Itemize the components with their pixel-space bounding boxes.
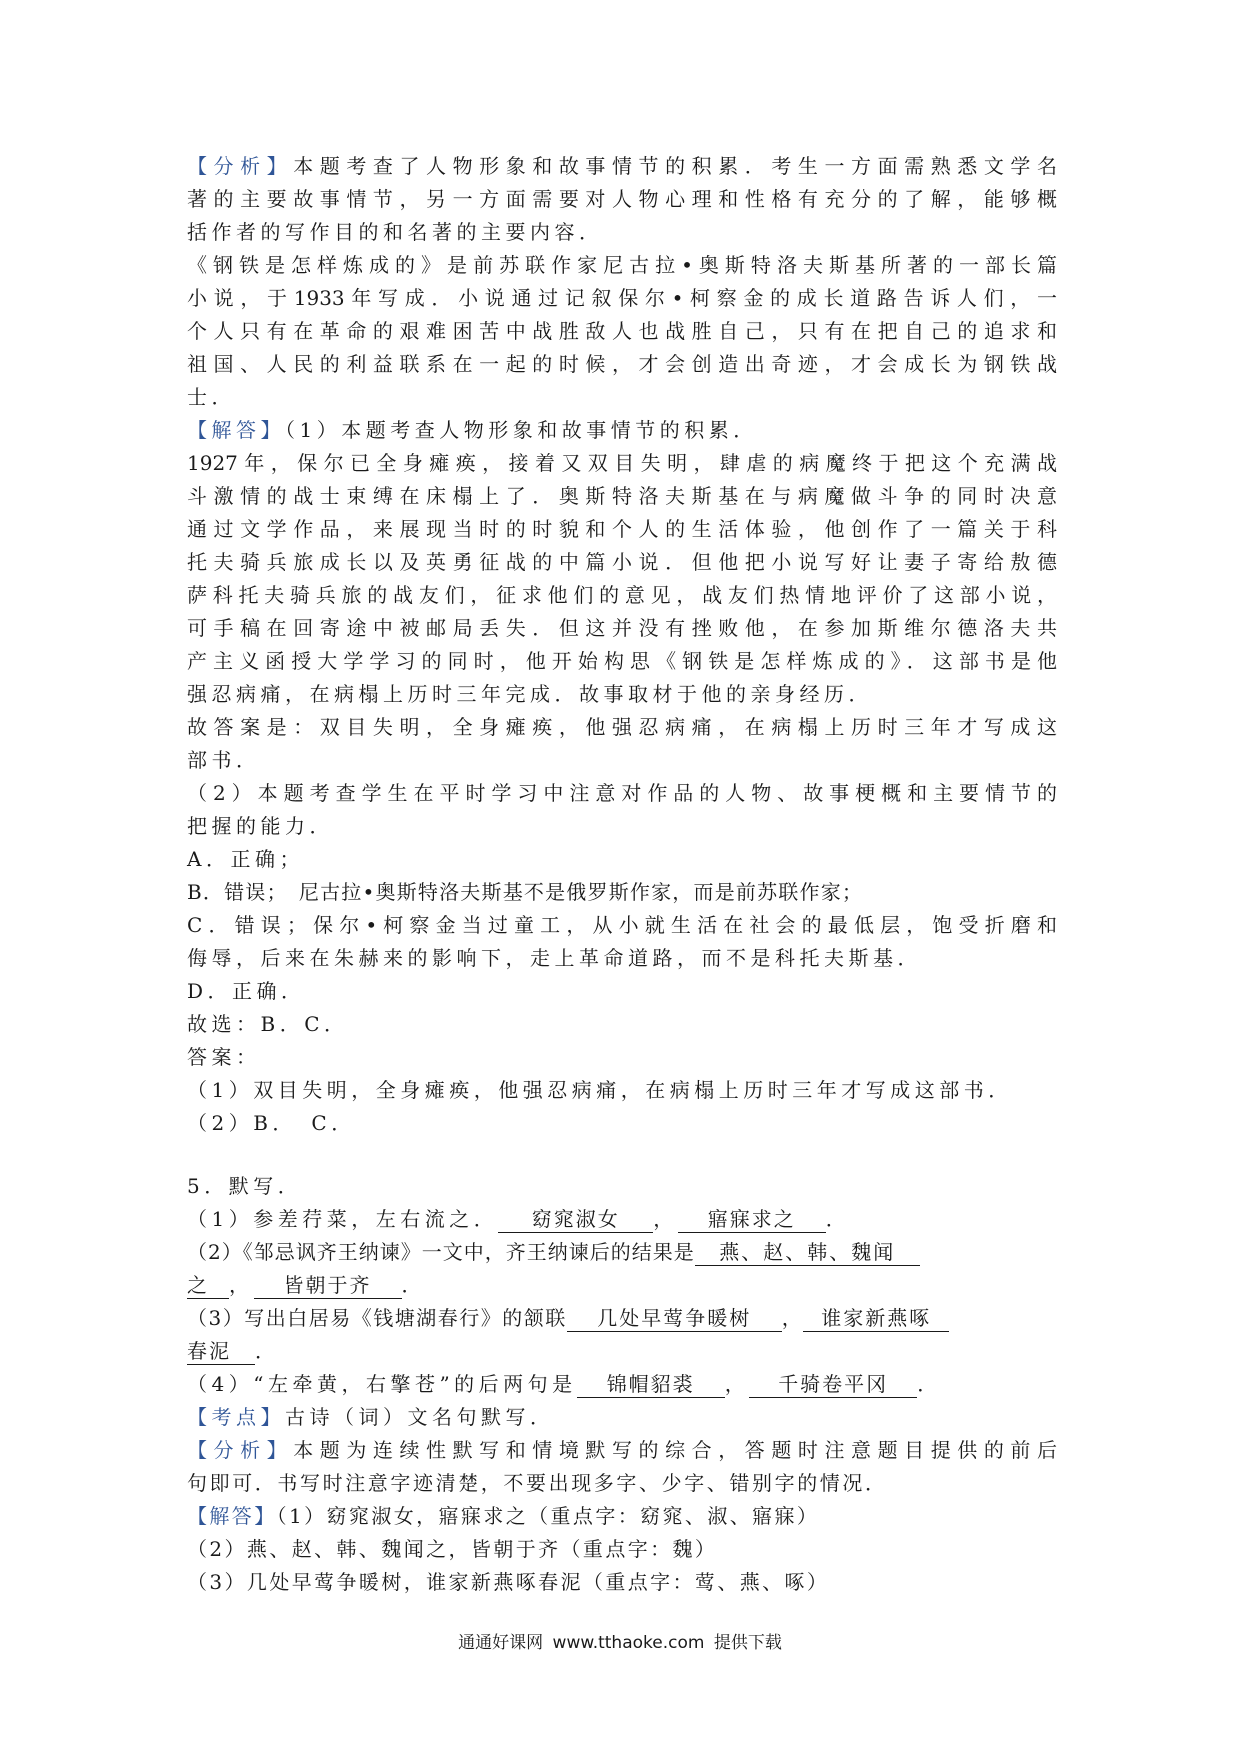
q5-item-2-blank-1a: 燕、赵、韩、魏闻 <box>695 1239 920 1266</box>
q5-item-1-end: ． <box>825 1207 851 1231</box>
analysis-line-7: 祖国、人民的利益联系在一起的时候，才会创造出奇迹，才会成长为钢铁战 <box>187 352 1057 376</box>
q5-keypoint-line <box>187 1401 1057 1434</box>
analysis-line-1 <box>187 150 1057 183</box>
q5-solution-line-2: （2）燕、赵、韩、魏闻之，皆朝于齐（重点字：魏） <box>187 1537 718 1561</box>
q5-item-1-blank-1: 窈窕淑女 <box>498 1206 653 1233</box>
q5-item-4-end: ． <box>917 1372 942 1396</box>
q5-item-1-blank-2: 寤寐求之 <box>678 1206 826 1233</box>
answer-line-2: 1927年，保尔已全身瘫痪，接着又双目失明，肆虐的病魔终于把这个充满战 <box>187 451 1057 475</box>
q5-item-3-end: ． <box>255 1339 280 1363</box>
q5-solution-text: （1）窈窕淑女，寤寐求之（重点字：窈窕、淑、寤寐） <box>276 1504 820 1528</box>
q5-item-2-line-1 <box>187 1236 1057 1269</box>
q5-keypoint-tag: 【考点】 <box>187 1405 285 1429</box>
answer-line-12: （2）本题考查学生在平时学习中注意对作品的人物、故事梗概和主要情节的 <box>187 781 1057 805</box>
footer-suffix: 提供下载 <box>713 1633 782 1653</box>
q5-item-4 <box>187 1368 1057 1401</box>
q5-item-4-blank-1: 锦帽貂裘 <box>577 1371 725 1398</box>
q5-item-2-line-2 <box>187 1269 1057 1302</box>
answer-tag: 【解答】 <box>187 418 285 442</box>
answer-line-3: 斗激情的战士束缚在床榻上了．奥斯特洛夫斯基在与病魔做斗争的同时决意 <box>187 484 1057 508</box>
q5-item-3-blank-1: 几处早莺争暖树 <box>567 1305 782 1332</box>
page-footer <box>0 1628 1240 1653</box>
answer-line-10: 故答案是：双目失明，全身瘫痪，他强忍病痛，在病榻上历时三年才写成这 <box>187 715 1057 739</box>
q5-item-3-blank-2b: 春泥 <box>187 1338 255 1365</box>
q5-item-2-blank-1b: 之 <box>187 1272 229 1299</box>
q5-keypoint-text: 古诗（词）文名句默写． <box>285 1405 555 1429</box>
q5-item-1 <box>187 1203 1057 1236</box>
answer-text: （1）本题考查人物形象和故事情节的积累． <box>285 418 758 442</box>
q5-item-3-line-2 <box>187 1335 1057 1368</box>
q5-item-2-sep: ， <box>229 1273 254 1297</box>
q5-item-4-sep: ， <box>724 1372 750 1396</box>
answer-label: 答案： <box>187 1045 261 1069</box>
footer-url-link[interactable]: www.tthaoke.com <box>552 1633 705 1653</box>
analysis-line-5: 小说，于1933年写成．小说通过记叙保尔•柯察金的成长道路告诉人们，一 <box>187 286 1057 310</box>
answer-2: （2）B． C． <box>187 1111 356 1135</box>
analysis-text: 本题考查了人物形象和故事情节的积累．考生一方面需熟悉文学名 <box>293 154 1057 178</box>
answer-line-6: 萨科托夫骑兵旅的战友们，征求他们的意见，战友们热情地评价了这部小说， <box>187 583 1057 607</box>
q5-item-3-line-1 <box>187 1302 1057 1335</box>
answer-line-7: 可手稿在回寄途中被邮局丢失．但这并没有挫败他，在参加斯维尔德洛夫共 <box>187 616 1057 640</box>
analysis-tag: 【分析】 <box>187 154 294 178</box>
analysis-line-6: 个人只有在革命的艰难困苦中战胜敌人也战胜自己，只有在把自己的追求和 <box>187 319 1057 343</box>
q5-item-1-prompt: （1）参差荇菜，左右流之． <box>187 1207 499 1231</box>
q5-analysis-line-1 <box>187 1434 1057 1467</box>
option-c-line-1: C．错误；保尔•柯察金当过童工，从小就生活在社会的最低层，饱受折磨和 <box>187 913 1057 937</box>
q5-item-2-prompt: （2）《邹忌讽齐王纳谏》一文中，齐王纳谏后的结果是 <box>187 1240 695 1264</box>
q5-item-4-blank-2: 千骑卷平冈 <box>749 1371 917 1398</box>
answer-line-11: 部书． <box>187 748 261 772</box>
q5-item-2-end: ． <box>401 1273 426 1297</box>
q5-item-1-sep: ， <box>653 1207 678 1231</box>
footer-site-name: 通通好课网 <box>458 1633 544 1653</box>
q5-item-3-blank-2a: 谁家新燕啄 <box>803 1305 949 1332</box>
q5-analysis-tag: 【分析】 <box>187 1438 294 1462</box>
option-a: A．正确； <box>187 847 304 871</box>
answer-line-5: 托夫骑兵旅成长以及英勇征战的中篇小说．但他把小说写好让妻子寄给敖德 <box>187 550 1057 574</box>
analysis-line-8: 士． <box>187 385 236 409</box>
analysis-line-2: 著的主要故事情节，另一方面需要对人物心理和性格有充分的了解，能够概 <box>187 187 1057 211</box>
answer-1: （1）双目失明，全身瘫痪，他强忍病痛，在病榻上历时三年才写成这部书． <box>187 1078 1013 1102</box>
q5-analysis-line-2: 句即可．书写时注意字迹清楚，不要出现多字、少字、错别字的情况． <box>187 1471 888 1495</box>
option-d: D．正确． <box>187 979 306 1003</box>
analysis-line-3: 括作者的写作目的和名著的主要内容． <box>187 220 604 244</box>
question-5-title: 5．默写． <box>187 1174 303 1198</box>
q5-solution-line-3: （3）几处早莺争暖树，谁家新燕啄春泥（重点字：莺、燕、啄） <box>187 1570 830 1594</box>
q5-item-2-blank-2: 皆朝于齐 <box>254 1272 402 1299</box>
analysis-line-4: 《钢铁是怎样炼成的》是前苏联作家尼古拉•奥斯特洛夫斯基所著的一部长篇 <box>187 253 1057 277</box>
answer-line-1 <box>187 414 1057 447</box>
q5-item-3-sep: ， <box>781 1306 804 1330</box>
answer-line-4: 通过文学作品，来展现当时的时貌和个人的生活体验，他创作了一篇关于科 <box>187 517 1057 541</box>
answer-line-8: 产主义函授大学学习的同时，他开始构思《钢铁是怎样炼成的》．这部书是他 <box>187 649 1057 673</box>
q5-analysis-text: 本题为连续性默写和情境默写的综合，答题时注意题目提供的前后 <box>293 1438 1057 1462</box>
option-b: B．错误； 尼古拉•奥斯特洛夫斯基不是俄罗斯作家，而是前苏联作家； <box>187 880 864 904</box>
choice-line: 故选：B．C． <box>187 1012 349 1036</box>
option-c-line-2: 侮辱，后来在朱赫来的影响下，走上革命道路，而不是科托夫斯基． <box>187 946 922 970</box>
q5-item-3-prompt: （3）写出白居易《钱塘湖春行》的颔联 <box>187 1306 567 1330</box>
q5-solution-tag: 【解答】 <box>187 1504 277 1528</box>
answer-line-13: 把握的能力． <box>187 814 334 838</box>
q5-item-4-prompt: （4）“左牵黄，右擎苍”的后两句是 <box>187 1372 577 1396</box>
q5-solution-line-1 <box>187 1500 1057 1533</box>
answer-line-9: 强忍病痛，在病榻上历时三年完成．故事取材于他的亲身经历． <box>187 682 873 706</box>
